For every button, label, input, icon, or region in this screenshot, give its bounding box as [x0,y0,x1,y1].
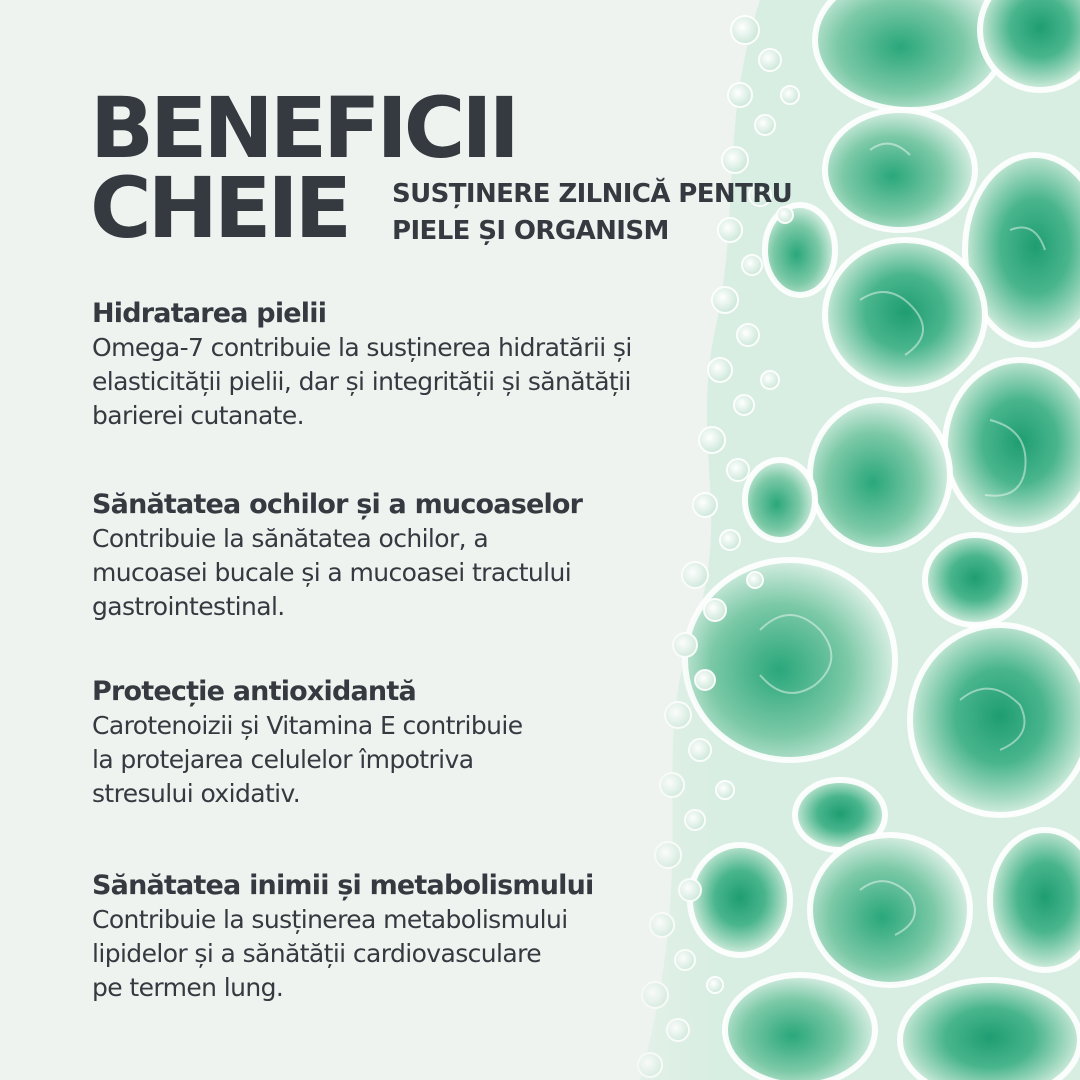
benefit-heading: Protecție antioxidantă [92,676,416,707]
benefit-description-line: la protejarea celulelor împotriva [92,745,474,774]
benefit-description [92,331,632,433]
benefit-description-line: Omega-7 contribuie la susținerea hidratării și [92,333,632,362]
benefit-description [92,903,594,1005]
benefit-description [92,709,522,811]
benefit-description-line: barierei cutanate. [92,401,305,430]
page-title-line-2: CHEIE [90,159,348,257]
page-title-line-1: BENEFICII [90,79,516,177]
benefit-description-line: lipidelor și a sănătății cardiovasculare [92,939,541,968]
benefit-description-line: Contribuie la susținerea metabolismului [92,905,568,934]
benefit-description-line: gastrointestinal. [92,592,285,621]
benefit-description-line: elasticității pielii, dar și integrității și sănătății [92,367,631,396]
benefit-description-line: stresului oxidativ. [92,779,301,808]
page-subtitle-line-2: PIELE ȘI ORGANISM [392,216,669,246]
benefit-eye-mucosa-health [92,488,582,624]
page-subtitle [392,176,792,250]
benefit-description-line: Carotenoizii și Vitamina E contribuie [92,711,523,740]
benefit-heading: Sănătatea inimii și metabolismului [92,870,594,901]
benefit-heart-metabolism [92,869,594,1005]
benefit-skin-hydration [92,297,632,433]
benefit-description-line: Contribuie la sănătatea ochilor, a [92,524,489,553]
benefit-antioxidant-protection [92,675,522,811]
benefit-heading: Sănătatea ochilor și a mucoaselor [92,489,583,520]
benefit-heading: Hidratarea pielii [92,298,327,329]
benefit-description-line: mucoasei bucale și a mucoasei tractului [92,558,572,587]
benefit-description-line: pe termen lung. [92,973,284,1002]
page-subtitle-line-1: SUSȚINERE ZILNICĂ PENTRU [392,179,793,209]
benefit-description [92,522,582,624]
